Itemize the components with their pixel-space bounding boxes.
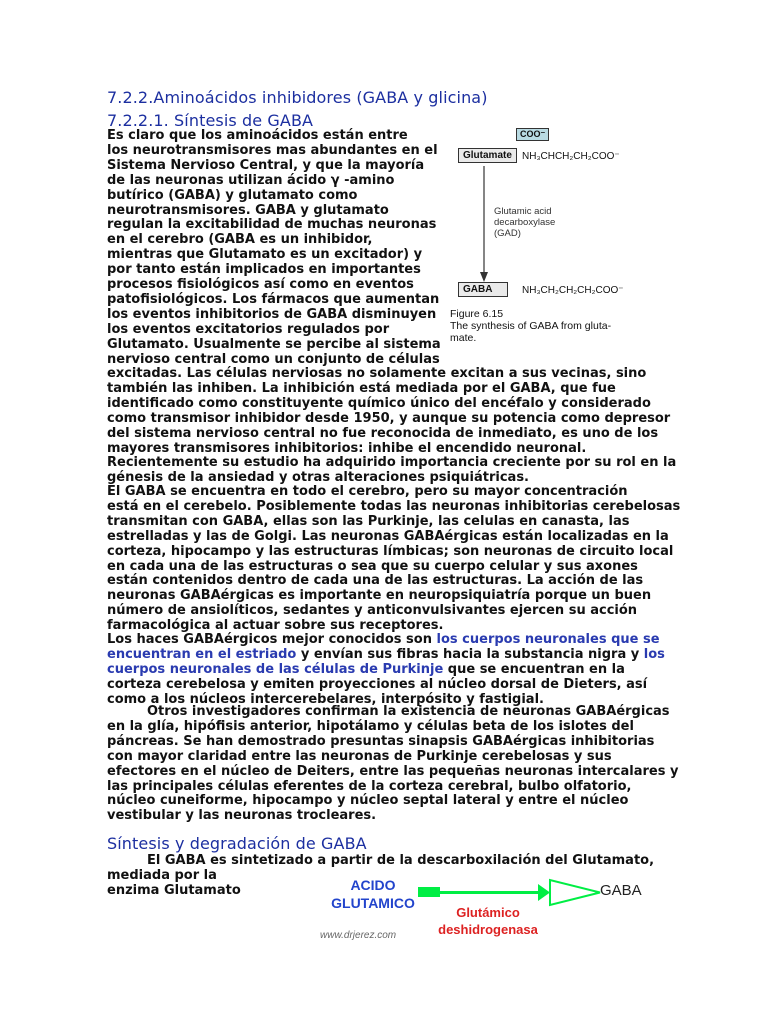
text-line: en el cerebro (GABA es un inhibidor, [107, 232, 373, 248]
paragraph-other-researchers [107, 705, 678, 824]
text-line: corteza, hipocampo y las estructuras límbicas; son neuronas de circuito local [107, 543, 674, 559]
text-line: enzima Glutamato [107, 882, 241, 898]
text-line: núcleo cuneiforme, hipocampo y núcleo septal lateral y entre el núcleo [107, 793, 629, 809]
text-line [107, 663, 665, 678]
gaba-box: GABA [458, 282, 508, 297]
paragraph-intro-full [107, 367, 676, 486]
reaction-arrow [474, 166, 494, 286]
text-line: los eventos excitatorios regulados por [107, 321, 390, 337]
text-line: butírico (GABA) y glutamato como [107, 187, 358, 203]
acid-line: ACIDO [350, 877, 396, 893]
link-striatum-neurons[interactable]: los cuerpos neuronales que se [436, 632, 660, 647]
text-line: los eventos inhibitorios de GABA disminuyen [107, 306, 437, 322]
text-line: vestibular y las neuronas trocleares. [107, 808, 377, 824]
section-heading: 7.2.2.Aminoácidos inhibidores (GABA y glicina) [107, 88, 488, 107]
text-run: y envían sus fibras hacia la substancia nigra y [296, 646, 644, 662]
text-line: identificado como constituyente químico único del encéfalo y considerado [107, 395, 651, 411]
acid-line: GLUTAMICO [331, 895, 415, 911]
enzyme-name-label [428, 904, 548, 938]
text-line: mientras que Glutamato es un excitador) y [107, 247, 423, 263]
link-striatum-neurons-cont[interactable]: encuentran en el estriado [107, 646, 297, 662]
text-line: estrelladas y las de Golgi. Las neuronas GABAérgicas están localizadas en la [107, 528, 669, 544]
glutamate-formula: NH₃CHCH₂CH₂COO⁻ [522, 151, 620, 162]
text-line: transmitan con GABA, ellas son las Purkinje, las celulas en canasta, las [107, 513, 630, 529]
text-line: Recientemente su estudio ha adquirido importancia creciente por su rol en la [107, 455, 677, 471]
text-line: El GABA se encuentra en todo el cerebro, pero su mayor concentración [107, 484, 628, 499]
enzyme-line: Glutamic acid [494, 206, 552, 217]
caption-line: mate. [450, 332, 477, 344]
synthesis-heading: Síntesis y degradación de GABA [107, 834, 367, 853]
glutamic-acid-label [318, 876, 428, 912]
text-line: Glutamato. Usualmente se percibe al sistema [107, 336, 441, 352]
enzyme-line: deshidrogenasa [438, 922, 538, 937]
text-line: como a los núcleos intercerebelares, interpósito y fastigial. [107, 691, 544, 707]
text-line: regulan la excitabilidad de muchas neuronas [107, 217, 437, 233]
link-purkinje-neurons-cont[interactable]: cuerpos neuronales de las células de Purkinje [107, 661, 444, 677]
text-line: número de ansiolíticos, sedantes y anticonvulsivantes ejercen su acción [107, 603, 638, 619]
text-line: de las neuronas utilizan ácido γ -amino [107, 172, 395, 188]
text-line: del sistema nervioso central no fue reconocida de inmediato, es uno de los [107, 425, 659, 441]
reaction-diagram [310, 870, 670, 950]
text-line: también las inhiben. La inhibición está mediada por el GABA, que fue [107, 380, 616, 396]
subsection-heading: 7.2.2.1. Síntesis de GABA [107, 111, 314, 130]
text-line [107, 633, 665, 648]
text-line: efectores en el núcleo de Deiters, entre las pequeñas neuronas intercalares y [107, 763, 679, 779]
text-line: por tanto están implicados en importantes [107, 262, 421, 278]
text-line: con mayor claridad entre las neuronas de Purkinje cerebelosas y sus [107, 748, 612, 764]
watermark-text: www.drjerez.com [320, 930, 397, 941]
coo-label: COO⁻ [516, 128, 549, 141]
text-line: neuronas GABAérgicas es importante en neuropsiquiatría porque un buen [107, 588, 652, 604]
text-line: como transmisor inhibidor desde 1950, y aunque su potencia como depresor [107, 410, 671, 426]
link-purkinje-neurons[interactable]: los [643, 646, 665, 662]
text-line: en la glía, hipófisis anterior, hipotálamo y células beta de los islotes del [107, 718, 634, 734]
text-line [107, 648, 665, 663]
text-line: mayores transmisores inhibitorios: inhibe el encendido neuronal. [107, 440, 587, 456]
text-line: Otros investigadores confirman la existencia de neuronas GABAérgicas [147, 704, 670, 719]
text-line: farmacológica al actuar sobre sus receptores. [107, 618, 444, 634]
text-line: los neurotransmisores mas abundantes en el [107, 142, 438, 158]
text-line: patofisiológicos. Los fármacos que aumentan [107, 291, 440, 307]
enzyme-label [494, 206, 555, 239]
text-line: páncreas. Se han demostrado presuntas sinapsis GABAérgicas inhibitorias [107, 733, 655, 749]
paragraph-gaba-pathways [107, 633, 665, 708]
figure-gaba-synthesis [448, 126, 648, 348]
glutamate-box: Glutamate [458, 148, 517, 163]
text-line: procesos fisiológicos así como en eventos [107, 277, 414, 293]
text-line: las principales células eferentes de la corteza cerebral, bulbo olfatorio, [107, 778, 632, 794]
paragraph-intro-left [107, 129, 441, 368]
text-run: que se encuentran en la [443, 661, 625, 677]
text-line: Es claro que los aminoácidos están entre [107, 128, 408, 143]
gaba-product-label: GABA [600, 882, 642, 899]
text-line: está en el cerebelo. Posiblemente todas las neuronas inhibitorias cerebelosas [107, 498, 681, 514]
text-line: están contenidos dentro de cada una de las estructuras. La acción de las [107, 573, 644, 589]
text-line: mediada por la [107, 867, 217, 883]
text-line: neurotransmisores. GABA y glutamato [107, 202, 389, 218]
figure-caption [450, 308, 611, 344]
text-line: Sistema Nervioso Central, y que la mayoría [107, 157, 425, 173]
enzyme-line: Glutámico [456, 905, 520, 920]
text-line: nervioso central como un conjunto de células [107, 351, 440, 367]
enzyme-line: decarboxylase [494, 217, 556, 228]
text-line: El GABA es sintetizado a partir de la descarboxilación del Glutamato, [147, 853, 655, 868]
text-line: corteza cerebelosa y emiten proyecciones al núcleo dorsal de Dieters, así [107, 676, 648, 692]
paragraph-gaba-location [107, 485, 680, 634]
text-run: Los haces GABAérgicos mejor conocidos son [107, 632, 437, 647]
caption-line: The synthesis of GABA from gluta- [450, 320, 612, 332]
enzyme-line: (GAD) [494, 228, 521, 239]
gaba-formula: NH₃CH₂CH₂CH₂COO⁻ [522, 285, 624, 296]
text-line: génesis de la ansiedad y otras alteraciones psiquiátricas. [107, 470, 529, 486]
caption-line: Figure 6.15 [450, 308, 504, 320]
text-line: en cada una de las estructuras o sea que su cuerpo celular y sus axones [107, 558, 638, 574]
text-line: excitadas. Las células nerviosas no solamente excitan a sus vecinas, sino [107, 366, 647, 381]
